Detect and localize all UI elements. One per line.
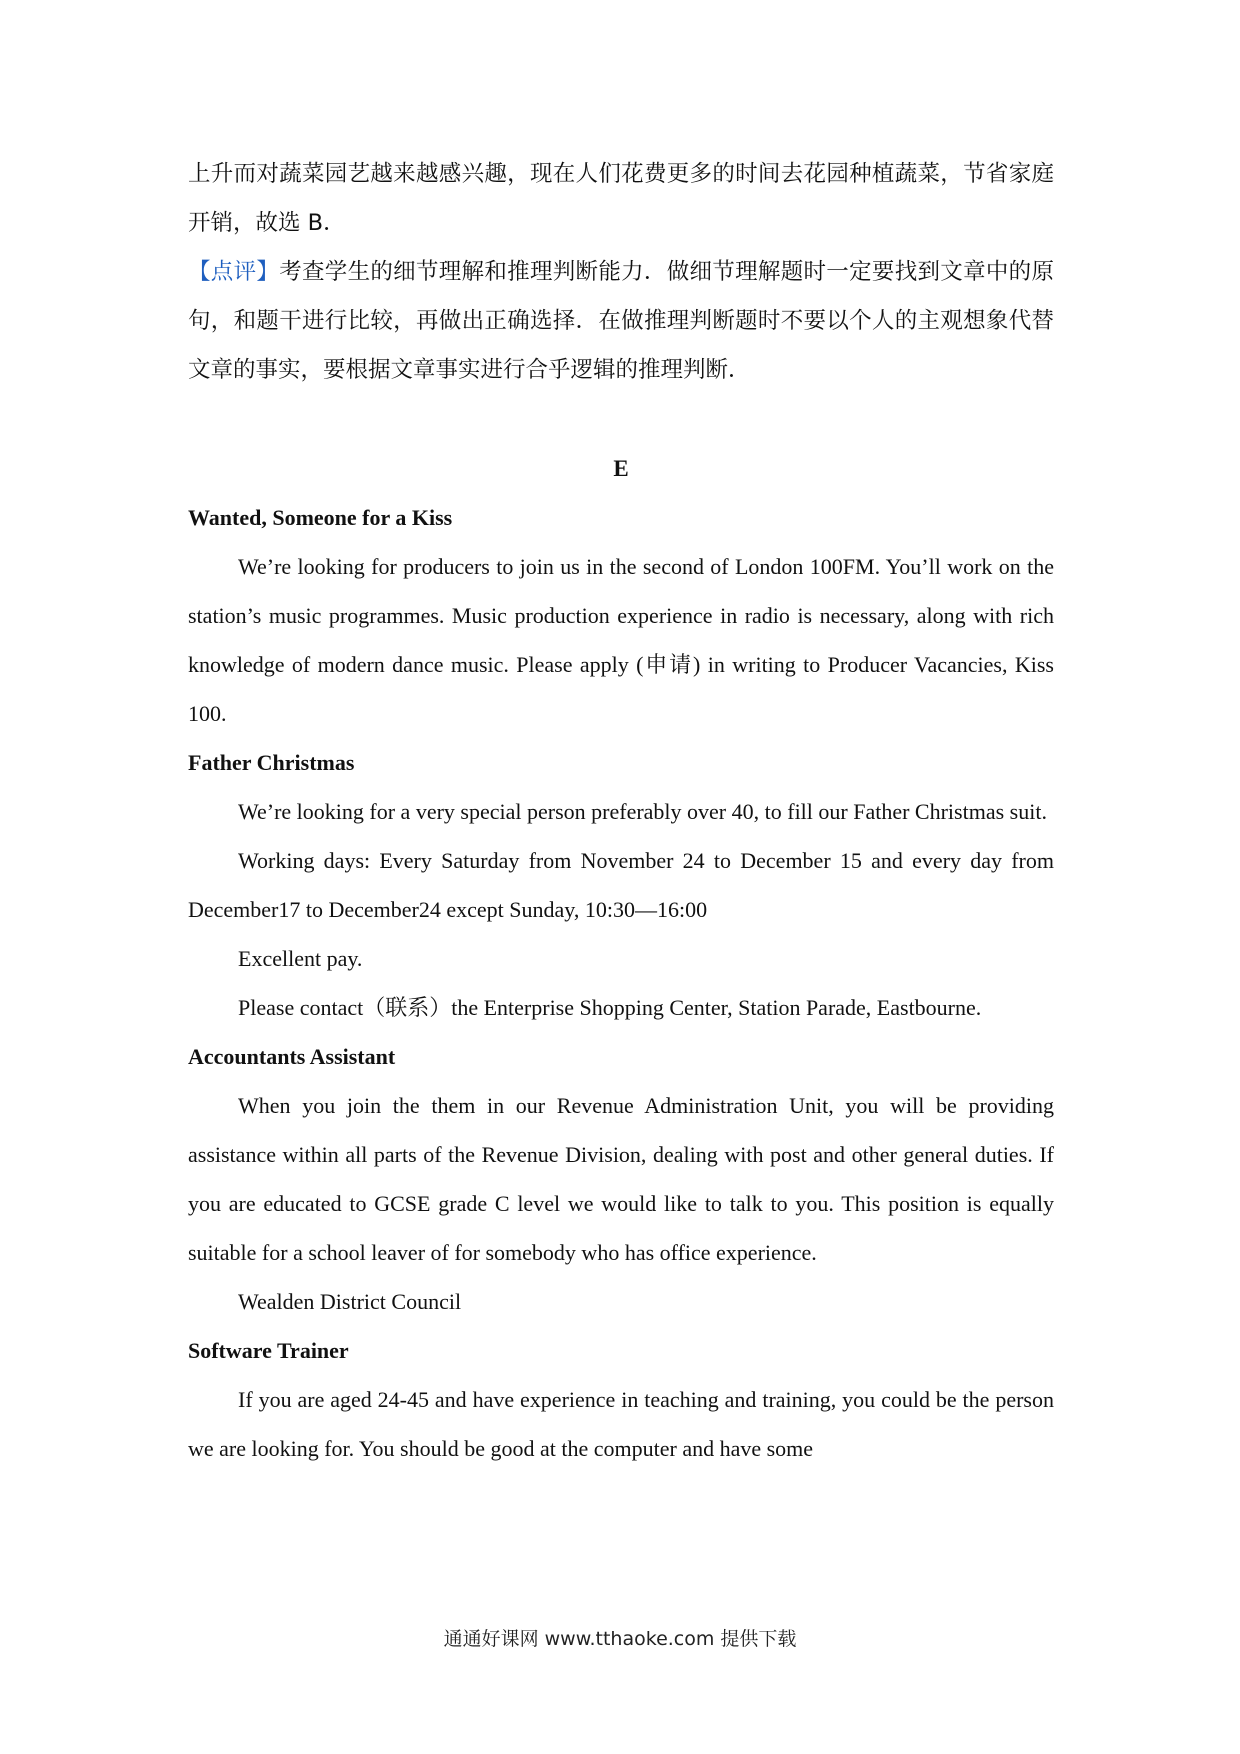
comment-text: 考查学生的细节理解和推理判断能力．做细节理解题时一定要找到文章中的原句，和题干进行比较，再做出正确选择．在做推理判断题时不要以个人的主观想象代替文章的事实，要根据文章事实进行合乎逻辑的推理判断． — [188, 259, 1054, 383]
ad-paragraph: Working days: Every Saturday from November 24 to December 15 and every day from December17 to December24 except Sunday, 10:30—16:00 — [188, 848, 1054, 922]
ad-title: Software Trainer — [188, 1338, 349, 1363]
ad-father-christmas — [188, 738, 1054, 1032]
comment-paragraph — [188, 248, 1054, 395]
previous-explanation-text: 上升而对蔬菜园艺越来越感兴趣，现在人们花费更多的时间去花园种植蔬菜，节省家庭开销，故选 B． — [188, 161, 1054, 236]
ad-title: Father Christmas — [188, 750, 355, 775]
section-letter: E — [613, 456, 629, 481]
ad-paragraph: Wealden District Council — [238, 1289, 462, 1314]
ad-paragraph: Please contact（联系）the Enterprise Shopping Center, Station Parade, Eastbourne. — [238, 995, 982, 1020]
ad-paragraph: We’re looking for a very special person preferably over 40, to fill our Father Christmas suit. — [238, 799, 1047, 824]
ad-paragraph: When you join the them in our Revenue Administration Unit, you will be providing assistance within all parts of the Revenue Division, dealing with post and other general duties. If you are educated to GCSE grade C level we would like to talk to you. This position is equally suitable for a school leaver of for somebody who has office experience. — [188, 1093, 1054, 1265]
ad-wanted-kiss — [188, 493, 1054, 738]
page-footer: 通通好课网 www.tthaoke.com 提供下载 — [443, 1628, 797, 1650]
ad-title: Wanted, Someone for a Kiss — [188, 505, 453, 530]
ad-paragraph: Excellent pay. — [238, 946, 363, 971]
ad-paragraph: If you are aged 24-45 and have experience in teaching and training, you could be the person we are looking for. You should be good at the computer and have some — [188, 1387, 1054, 1461]
comment-tag: 【点评】 — [188, 259, 280, 285]
ad-title: Accountants Assistant — [188, 1044, 396, 1069]
ad-accountants-assistant — [188, 1032, 1054, 1326]
document-page — [188, 150, 1054, 1473]
ad-software-trainer — [188, 1326, 1054, 1473]
ad-paragraph: We’re looking for producers to join us in the second of London 100FM. You’ll work on the station’s music programmes. Music production experience in radio is necessary, along with rich knowledge of modern dance music. Please apply (申请) in writing to Producer Vacancies, Kiss 100. — [188, 554, 1054, 726]
